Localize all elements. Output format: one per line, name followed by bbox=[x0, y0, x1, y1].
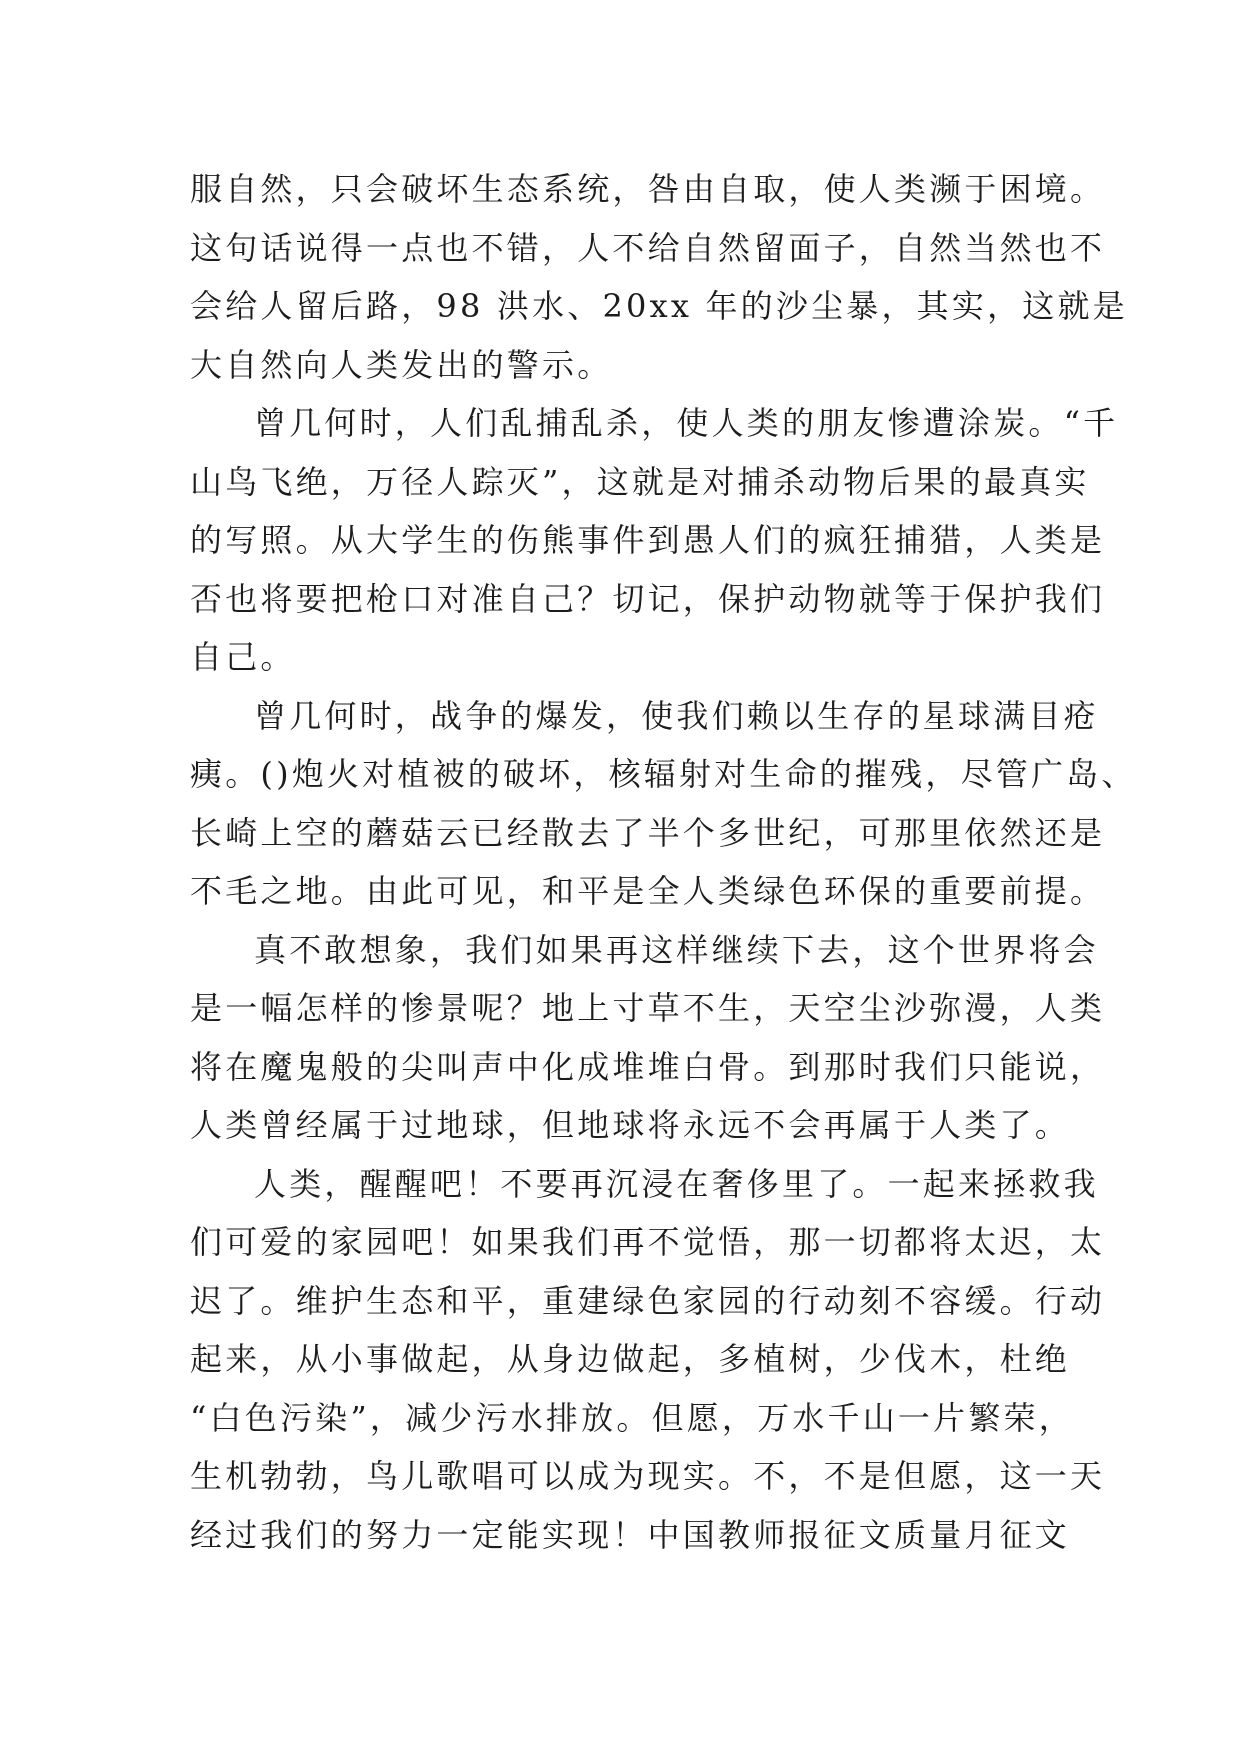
essay-body bbox=[190, 160, 1137, 1564]
text-line: 起来，从小事做起，从身边做起，多植树，少伐木，杜绝 bbox=[190, 1340, 1071, 1378]
text-line: 长崎上空的蘑菇云已经散去了半个多世纪，可那里依然还是 bbox=[190, 813, 1106, 852]
text-line: 山鸟飞绝，万径人踪灭”，这就是对捕杀动物后果的最真实 bbox=[190, 462, 1090, 501]
text-line: 将在魔鬼般的尖叫声中化成堆堆白骨。到那时我们只能说， bbox=[190, 1047, 1106, 1086]
text-line: 大自然向人类发出的警示。 bbox=[190, 345, 613, 384]
paragraph-first-line: 真不敢想象，我们如果再这样继续下去，这个世界将会 bbox=[254, 930, 1099, 969]
text-line: 是一幅怎样的惨景呢？地上寸草不生，天空尘沙弥漫，人类 bbox=[190, 989, 1106, 1027]
text-line: 痍。()炮火对植被的破坏，核辐射对生命的摧残，尽管广岛、 bbox=[190, 755, 1137, 793]
text-line: “白色污染”，减少污水排放。但愿，万水千山一片繁荣， bbox=[190, 1398, 1074, 1437]
text-line: 否也将要把枪口对准自己？切记，保护动物就等于保护我们 bbox=[190, 579, 1106, 618]
text-line: 人类曾经属于过地球，但地球将永远不会再属于人类了。 bbox=[190, 1106, 1071, 1144]
paragraph-first-line: 人类，醒醒吧！不要再沉浸在奢侈里了。一起来拯救我 bbox=[254, 1164, 1099, 1203]
text-line: 经过我们的努力一定能实现！中国教师报征文质量月征文 bbox=[190, 1515, 1071, 1554]
text-line: 这句话说得一点也不错，人不给自然留面子，自然当然也不 bbox=[190, 228, 1106, 267]
text-line: 迟了。维护生态和平，重建绿色家园的行动刻不容缓。行动 bbox=[190, 1281, 1106, 1320]
text-line: 自己。 bbox=[190, 638, 296, 676]
text-line: 生机勃勃，鸟儿歌唱可以成为现实。不，不是但愿，这一天 bbox=[190, 1457, 1106, 1495]
text-line: 会给人留后路，98 洪水、20xx 年的沙尘暴，其实，这就是 bbox=[190, 287, 1128, 325]
text-line: 不毛之地。由此可见，和平是全人类绿色环保的重要前提。 bbox=[190, 872, 1106, 910]
paragraph-first-line: 曾几何时，战争的爆发，使我们赖以生存的星球满目疮 bbox=[254, 696, 1099, 735]
paragraph-first-line: 曾几何时，人们乱捕乱杀，使人类的朋友惨遭涂炭。“千 bbox=[254, 404, 1119, 442]
text-line: 们可爱的家园吧！如果我们再不觉悟，那一切都将太迟，太 bbox=[190, 1223, 1106, 1261]
text-line: 服自然，只会破坏生态系统，咎由自取，使人类濒于困境。 bbox=[190, 170, 1106, 208]
text-line: 的写照。从大学生的伤熊事件到愚人们的疯狂捕猎，人类是 bbox=[190, 521, 1106, 559]
